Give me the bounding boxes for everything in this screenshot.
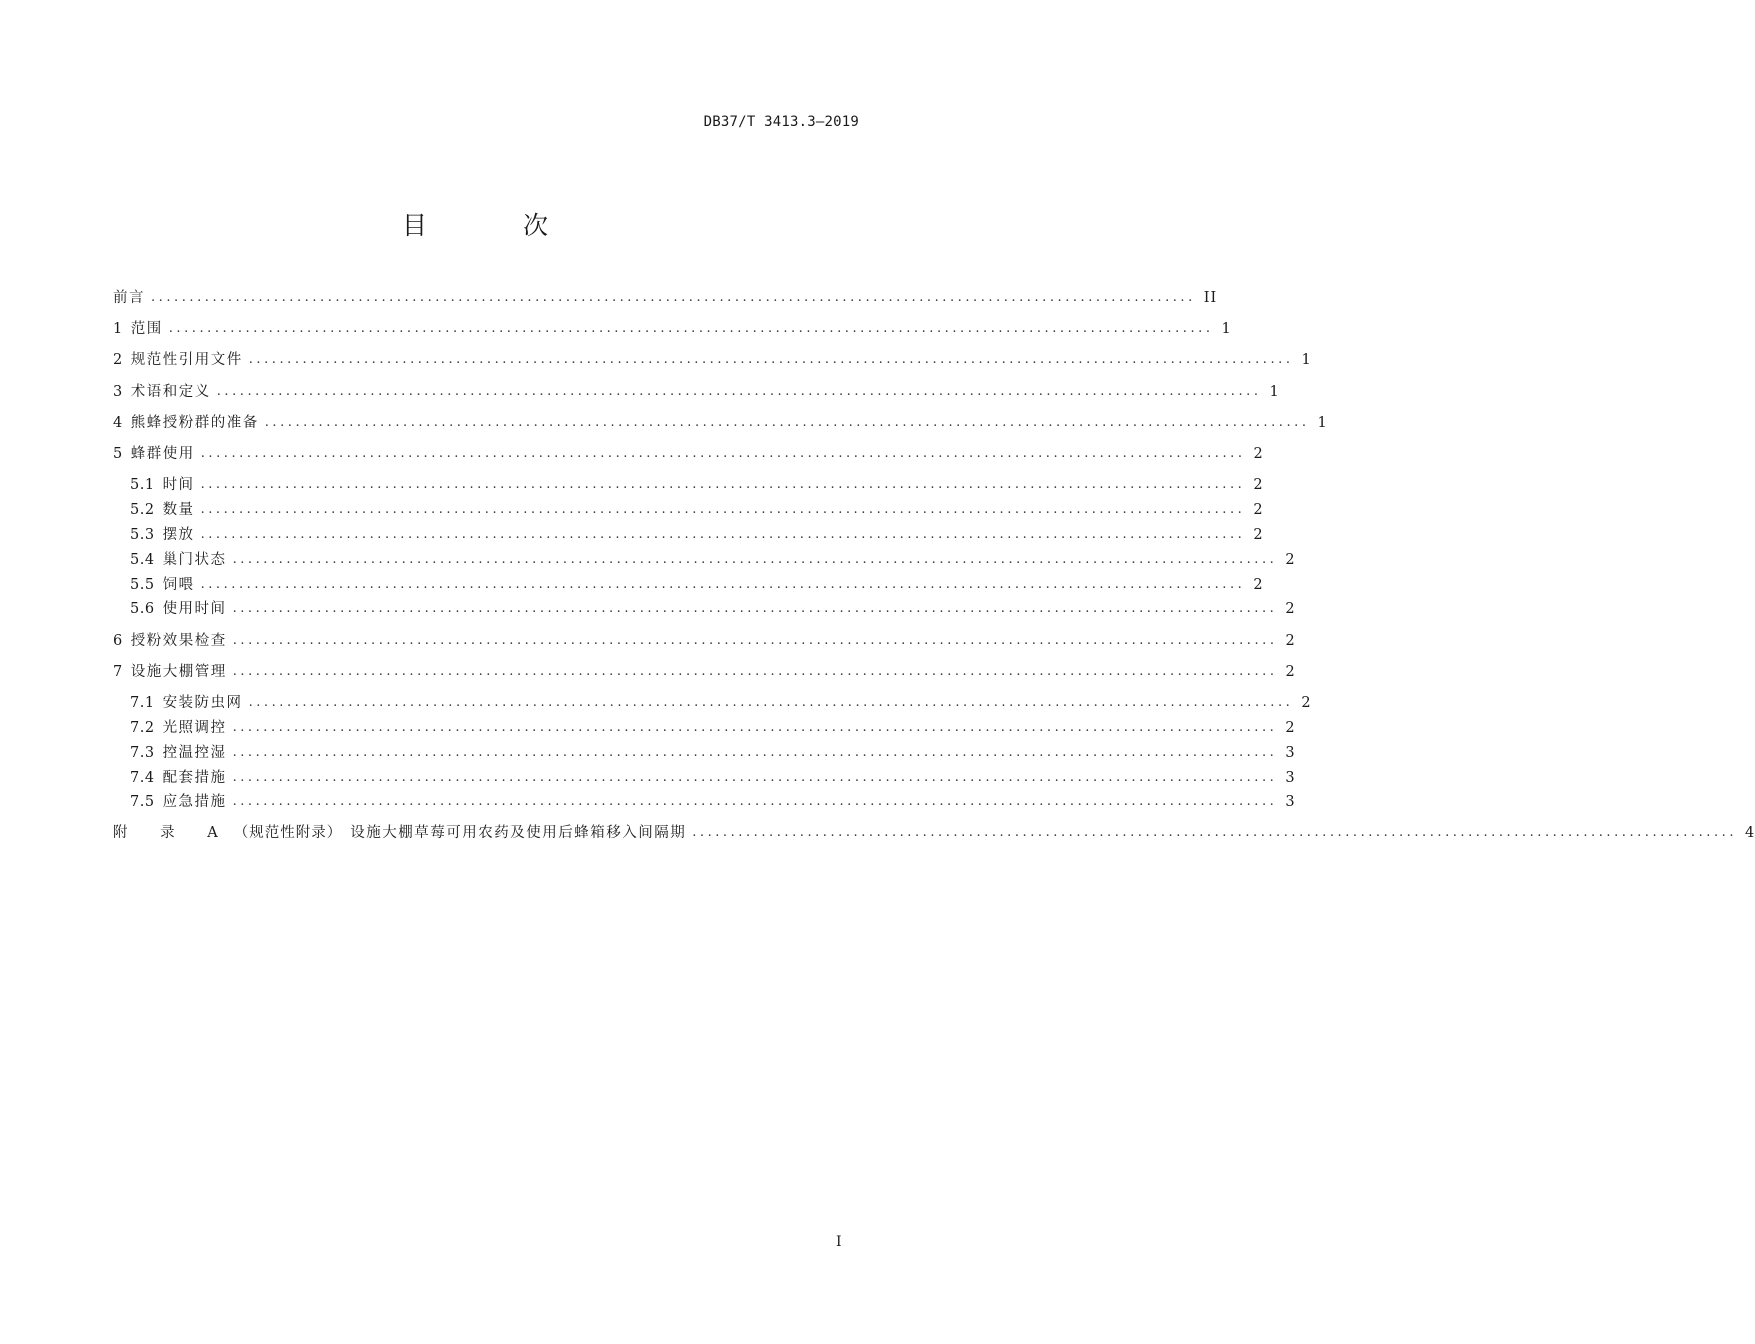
toc-number: 7.1 <box>130 695 155 711</box>
toc-number: 5.5 <box>130 577 155 593</box>
toc-label: 蜂群使用 <box>130 446 195 462</box>
toc-leader: ........................................................................................................................................ <box>232 664 1278 679</box>
toc-leader: ........................................................................................................................................ <box>232 601 1278 616</box>
toc-number: 5 <box>113 446 123 462</box>
toc-entry-3[interactable] <box>113 381 1280 403</box>
toc-label: 数量 <box>162 502 195 518</box>
toc-page: 1 <box>1269 384 1280 400</box>
toc-label: 配套措施 <box>162 770 227 786</box>
toc-entry-7-3[interactable] <box>130 742 1296 764</box>
toc-leader: ........................................................................................................................................ <box>264 415 1310 430</box>
toc-page: 2 <box>1285 633 1296 649</box>
toc-entry-4[interactable] <box>113 412 1328 434</box>
annex-type: （规范性附录） <box>233 825 343 841</box>
toc-leader: ........................................................................................................................................ <box>248 695 1294 710</box>
toc-leader: ........................................................................................................................................ <box>232 633 1278 648</box>
toc-number: 7.2 <box>130 720 155 736</box>
toc-entry-7-4[interactable] <box>130 767 1296 789</box>
toc-number: 5.1 <box>130 477 155 493</box>
toc-entry-5[interactable] <box>113 443 1264 465</box>
toc-page: 3 <box>1285 794 1296 810</box>
toc-leader: ........................................................................................................................................ <box>248 352 1294 367</box>
toc-entry-foreword[interactable] <box>113 287 1218 309</box>
toc-leader: ........................................................................................................................................ <box>232 745 1278 760</box>
toc-entry-5-6[interactable] <box>130 598 1296 620</box>
toc-entry-7-1[interactable] <box>130 692 1312 714</box>
toc-leader: ........................................................................................................................................ <box>200 527 1246 542</box>
toc-leader: ........................................................................................................................................ <box>232 552 1278 567</box>
toc-leader: ........................................................................................................................................ <box>232 794 1278 809</box>
toc-number: 7.3 <box>130 745 155 761</box>
toc-entry-annex-a[interactable] <box>113 822 1755 844</box>
toc-page: 2 <box>1285 552 1296 568</box>
toc-label: 摆放 <box>162 527 195 543</box>
toc-page: 1 <box>1301 352 1312 368</box>
toc-page: 2 <box>1301 695 1312 711</box>
toc-label: 设施大棚管理 <box>130 664 227 680</box>
toc-page: 2 <box>1285 720 1296 736</box>
toc-leader: ........................................................................................................................................ <box>232 770 1278 785</box>
toc-page: 2 <box>1253 502 1264 518</box>
toc-page: 2 <box>1285 601 1296 617</box>
toc-number: 7.4 <box>130 770 155 786</box>
toc-label: 授粉效果检查 <box>130 633 227 649</box>
toc-label: 时间 <box>162 477 195 493</box>
toc-entry-5-4[interactable] <box>130 549 1296 571</box>
toc-leader: ........................................................................................................................................ <box>200 446 1246 461</box>
toc-number: 5.4 <box>130 552 155 568</box>
toc-number: 6 <box>113 633 123 649</box>
toc-page: 2 <box>1253 477 1264 493</box>
toc-leader: ........................................................................................................................................ <box>168 321 1214 336</box>
page-title: 目 次 <box>402 211 592 240</box>
toc-entry-7-2[interactable] <box>130 717 1296 739</box>
toc-number: 5.3 <box>130 527 155 543</box>
toc-leader: ........................................................................................................................................ <box>151 290 1196 305</box>
toc-entry-5-2[interactable] <box>130 499 1264 521</box>
toc-page: 2 <box>1253 446 1264 462</box>
toc-number: 7.5 <box>130 794 155 810</box>
toc-label: 规范性引用文件 <box>130 352 243 368</box>
toc-number: 5.6 <box>130 601 155 617</box>
toc-label: 巢门状态 <box>162 552 227 568</box>
toc-page: II <box>1203 290 1218 306</box>
toc-leader: ........................................................................................................................................ <box>692 825 1737 840</box>
toc-label: 使用时间 <box>162 601 227 617</box>
toc-entry-1[interactable] <box>113 318 1232 340</box>
toc-number: 7 <box>113 664 123 680</box>
toc-number: 5.2 <box>130 502 155 518</box>
toc-label: 控温控湿 <box>162 745 227 761</box>
toc-leader: ........................................................................................................................................ <box>216 384 1262 399</box>
toc-leader: ........................................................................................................................................ <box>232 720 1278 735</box>
toc-label: 设施大棚草莓可用农药及使用后蜂箱移入间隔期 <box>350 825 687 841</box>
toc-label: 熊蜂授粉群的准备 <box>130 415 259 431</box>
annex-prefix: 附 录 A <box>113 825 232 841</box>
toc-number: 1 <box>113 321 123 337</box>
toc-leader: ........................................................................................................................................ <box>200 477 1246 492</box>
toc-entry-2[interactable] <box>113 349 1312 371</box>
page-number: I <box>836 1234 842 1250</box>
toc-page: 3 <box>1285 745 1296 761</box>
toc-label: 术语和定义 <box>130 384 211 400</box>
toc-label: 前言 <box>113 290 145 306</box>
toc-leader: ........................................................................................................................................ <box>200 577 1246 592</box>
toc-page: 2 <box>1253 527 1264 543</box>
toc-page: 2 <box>1253 577 1264 593</box>
toc-label: 应急措施 <box>162 794 227 810</box>
toc-page: 2 <box>1285 664 1296 680</box>
toc-label: 安装防虫网 <box>162 695 243 711</box>
toc-entry-7[interactable] <box>113 661 1296 683</box>
toc-label: 饲喂 <box>162 577 195 593</box>
toc-page: 1 <box>1221 321 1232 337</box>
toc-leader: ........................................................................................................................................ <box>200 502 1246 517</box>
toc-label: 光照调控 <box>162 720 227 736</box>
standard-code: DB37/T 3413.3—2019 <box>703 114 859 130</box>
toc-label: 范围 <box>130 321 163 337</box>
toc-page: 3 <box>1285 770 1296 786</box>
toc-number: 3 <box>113 384 123 400</box>
toc-entry-5-5[interactable] <box>130 574 1264 596</box>
toc-page: 1 <box>1317 415 1328 431</box>
toc-entry-5-1[interactable] <box>130 474 1264 496</box>
toc-number: 2 <box>113 352 123 368</box>
toc-page: 4 <box>1745 825 1755 841</box>
toc-number: 4 <box>113 415 123 431</box>
toc-entry-5-3[interactable] <box>130 524 1264 546</box>
toc-entry-7-5[interactable] <box>130 791 1296 813</box>
toc-entry-6[interactable] <box>113 630 1296 652</box>
